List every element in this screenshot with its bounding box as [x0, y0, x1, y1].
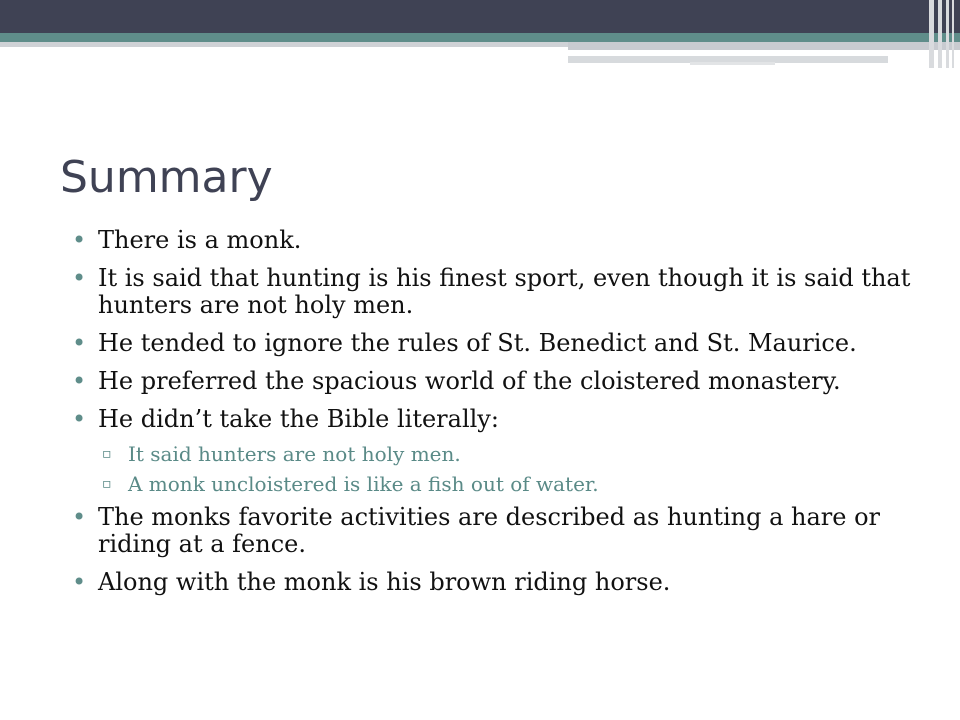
bullet-text: Along with the monk is his brown riding horse.: [98, 568, 671, 596]
sub-bullet-text: A monk uncloistered is like a fish out of water.: [128, 472, 599, 496]
header-teal-band: [0, 33, 960, 42]
header-light-line-short: [690, 62, 775, 65]
slide-title: Summary: [60, 152, 273, 203]
header-light-band: [0, 42, 568, 47]
bullet-item: [72, 330, 922, 357]
bullet-item: [72, 569, 922, 596]
bullet-item: [72, 504, 922, 558]
header-light-band-right: [568, 42, 960, 50]
bullet-marker: •: [72, 367, 87, 395]
bullet-text: It is said that hunting is his finest sport, even though it is said that hunters are not holy men.: [98, 264, 911, 319]
sub-bullet-item: [72, 472, 922, 496]
decor-stripe: [938, 0, 942, 68]
bullet-marker: •: [72, 226, 87, 254]
bullet-item: [72, 368, 922, 395]
sub-bullet-item: [72, 442, 922, 466]
bullet-text: He preferred the spacious world of the cloistered monastery.: [98, 367, 841, 395]
bullet-item: [72, 265, 922, 319]
bullet-marker: •: [72, 329, 87, 357]
bullet-text: There is a monk.: [98, 226, 302, 254]
sub-bullet-text: It said hunters are not holy men.: [128, 442, 461, 466]
bullet-marker: •: [72, 264, 87, 292]
bullet-text: The monks favorite activities are described as hunting a hare or riding at a fence.: [98, 503, 881, 558]
bullet-list: [72, 227, 922, 607]
decor-stripe: [946, 0, 949, 68]
bullet-text: He didn’t take the Bible literally:: [98, 405, 499, 433]
decor-stripe: [952, 0, 954, 68]
bullet-marker: •: [72, 503, 87, 531]
bullet-item: [72, 227, 922, 254]
bullet-marker: •: [72, 405, 87, 433]
bullet-marker: •: [72, 568, 87, 596]
sub-bullet-marker: ▫: [102, 446, 112, 462]
decor-stripe: [929, 0, 934, 68]
bullet-item: [72, 406, 922, 433]
bullet-text: He tended to ignore the rules of St. Benedict and St. Maurice.: [98, 329, 857, 357]
sub-bullet-marker: ▫: [102, 476, 112, 492]
header-dark-band: [0, 0, 960, 33]
